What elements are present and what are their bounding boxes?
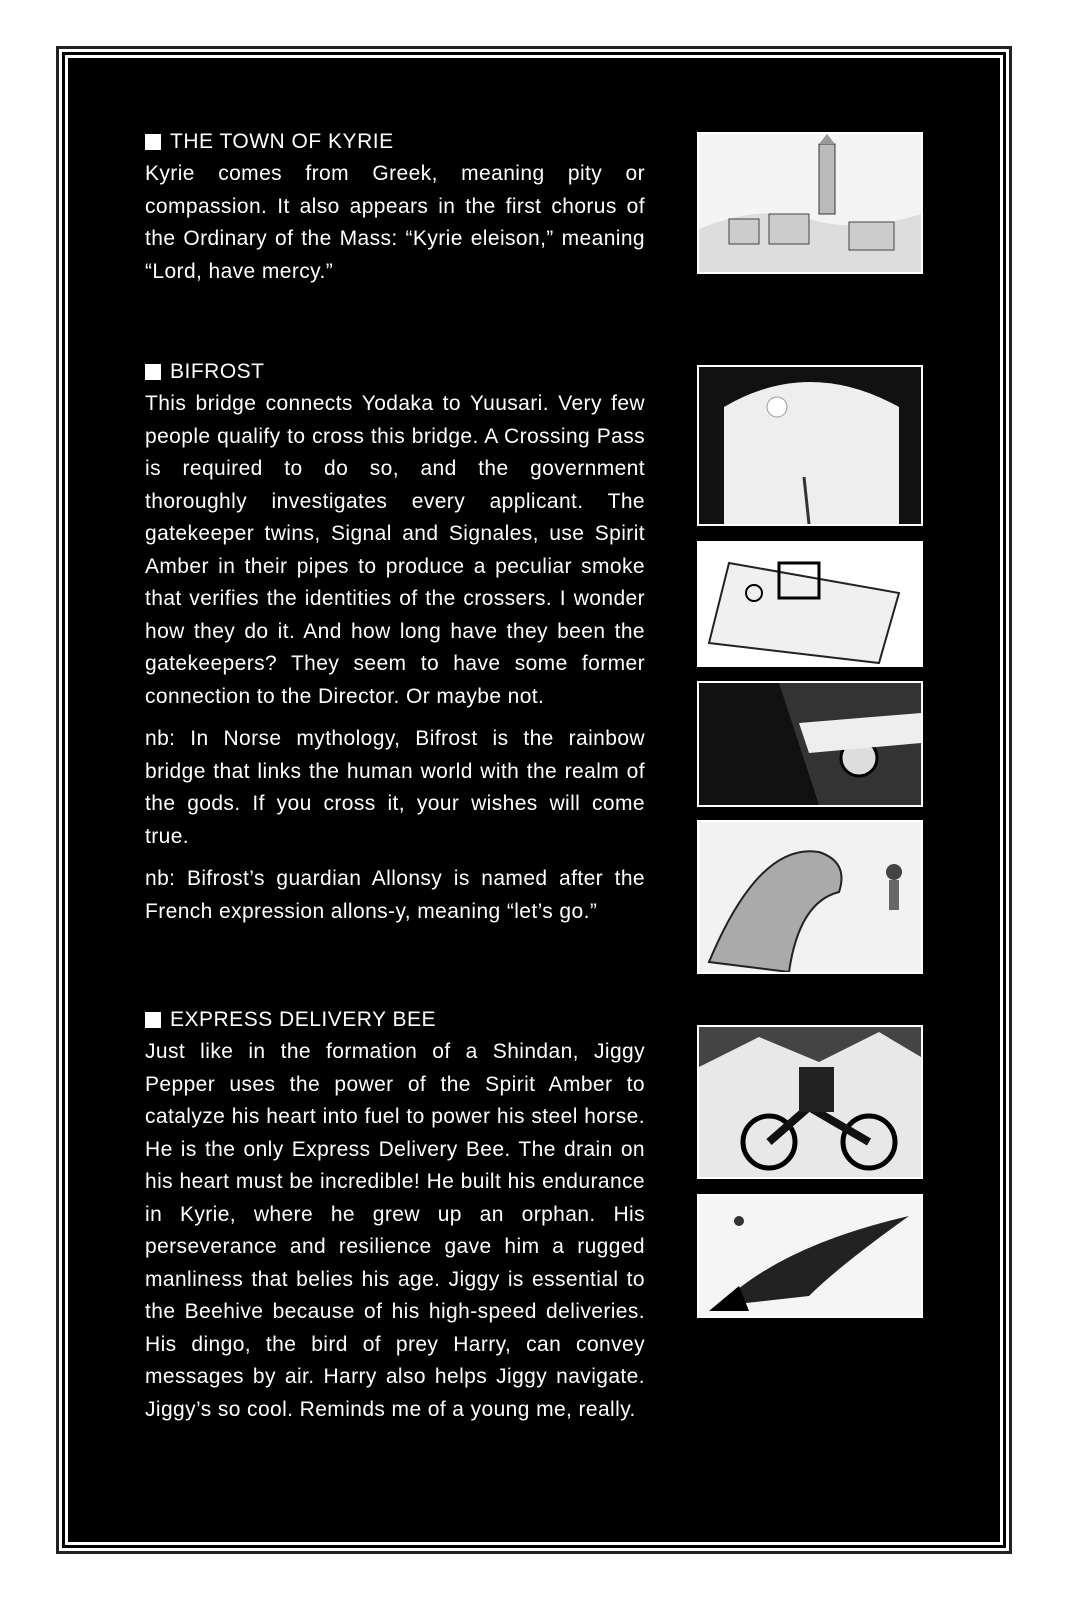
square-bullet-icon <box>145 134 161 150</box>
section-paragraph: Just like in the formation of a Shindan, Jiggy Pepper uses the power of the Spirit Amber to catalyze his heart into fuel to power his steel horse. He is the only Express Delivery Bee. The drain on his heart must be incredible! He built his endurance in Kyrie, where he grew up an orphan. His perseverance and resilience gave him a rugged manliness that belies his age. Jiggy is essential to the Beehive because of his high-speed deliveries. His dingo, the bird of prey Harry, can convey messages by air. Harry also helps Jiggy navigate. Jiggy’s so cool. Reminds me of a young me, really. <box>145 1040 645 1421</box>
section-note: nb: In Norse mythology, Bifrost is the rainbow bridge that links the human world with the realm of the gods. If you cross it, your wishes will come true. <box>145 727 645 848</box>
section-express-delivery-bee <box>145 1004 645 1436</box>
section-heading <box>145 1004 645 1036</box>
section-town-of-kyrie <box>145 126 645 298</box>
section-bifrost <box>145 356 645 938</box>
section-paragraph: Kyrie comes from Greek, meaning pity or compassion. It also appears in the first chorus of the Ordinary of the Mass: “Kyrie eleison,” meaning “Lord, have mercy.” <box>145 162 645 283</box>
bifrost-gate-illustration <box>697 365 923 526</box>
square-bullet-icon <box>145 364 161 380</box>
section-title: THE TOWN OF KYRIE <box>170 130 394 153</box>
harry-bird-illustration <box>697 1194 923 1318</box>
section-heading <box>145 126 645 158</box>
section-note: nb: Bifrost’s guardian Allonsy is named after the French expression allons-y, meaning “let’s go.” <box>145 867 645 923</box>
jiggy-motorcycle-illustration <box>697 1025 923 1179</box>
allonsy-guardian-illustration <box>697 820 923 974</box>
gatekeeper-illustration <box>697 681 923 807</box>
square-bullet-icon <box>145 1012 161 1028</box>
section-paragraph: This bridge connects Yodaka to Yuusari. Very few people qualify to cross this bridge. A Crossing Pass is required to do so, and the government thoroughly investigates every applicant. The gatekeeper twins, Signal and Signales, use Spirit Amber in their pipes to produce a peculiar smoke that verifies the identities of the crossers. I wonder how they do it. And how long have they been the gatekeepers? They seem to have some former connection to the Director. Or maybe not. <box>145 392 645 708</box>
kyrie-town-illustration <box>697 132 923 274</box>
section-title: EXPRESS DELIVERY BEE <box>170 1008 437 1031</box>
section-heading <box>145 356 645 388</box>
section-title: BIFROST <box>170 360 265 383</box>
crossing-pass-illustration <box>697 541 923 667</box>
